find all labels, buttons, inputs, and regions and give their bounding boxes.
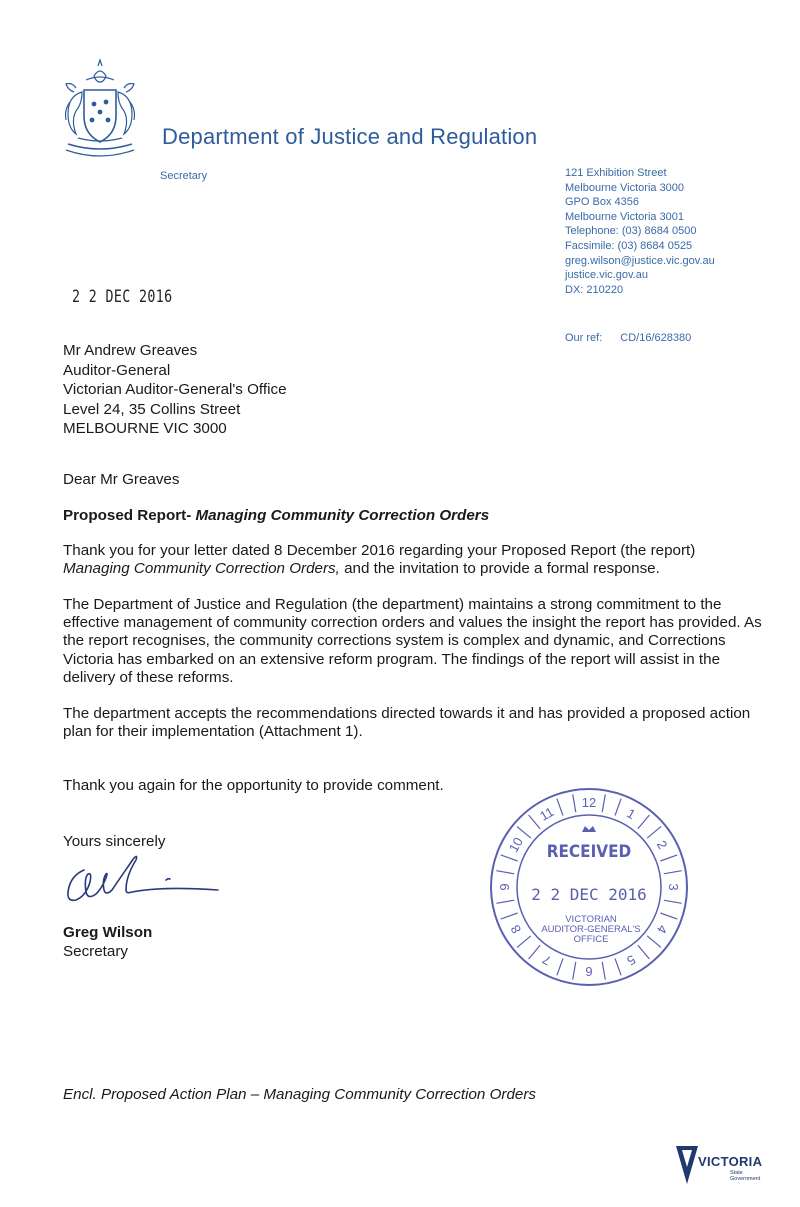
dial-number: 10: [505, 834, 526, 855]
subject-prefix: Proposed Report-: [63, 507, 196, 524]
dial-tick: [664, 871, 682, 874]
dial-tick: [529, 945, 541, 959]
telephone-line: Telephone: (03) 8684 0500: [565, 225, 697, 238]
address-line: Melbourne Victoria 3000: [565, 181, 685, 194]
letter-date-stamp: 2 2 DEC 2016: [72, 287, 173, 307]
dial-number: 4: [653, 922, 671, 937]
address-line: 121 Exhibition Street: [565, 167, 667, 179]
address-line: GPO Box 4356: [565, 196, 639, 209]
dial-tick: [615, 958, 621, 975]
crown-icon: [582, 826, 596, 832]
our-reference: [565, 332, 691, 344]
dial-tick: [660, 855, 677, 861]
dial-tick: [557, 958, 563, 975]
dial-number: 3: [666, 883, 681, 891]
paragraph-3: The department accepts the recommendations directed towards it and has provided a proposed action plan for their implementation (Attachment 1).: [63, 705, 751, 741]
dial-tick: [557, 799, 563, 816]
dial-tick: [517, 936, 531, 948]
dx-line: DX: 210220: [565, 283, 624, 296]
dial-tick: [638, 815, 650, 829]
dial-tick: [517, 827, 531, 839]
handwritten-signature: [62, 852, 222, 912]
recipient-line: Victorian Auditor-General's Office: [63, 381, 287, 398]
received-org-line: OFFICE: [573, 934, 609, 945]
dial-tick: [660, 913, 677, 919]
received-stamp: [484, 782, 694, 992]
facsimile-line: Facsimile: (03) 8684 0525: [565, 239, 693, 252]
received-label: RECEIVED: [546, 841, 632, 862]
paragraph-1: [63, 542, 763, 578]
website-link[interactable]: justice.vic.gov.au: [565, 269, 648, 282]
paragraph-2: The Department of Justice and Regulation (the department) maintains a strong commitment to the effective management of community correction orders and values the insight the report has provided. As the report recognises, the community corrections system is complex and dynamic, and Corrections Victoria has embarked on an extensive reform program. The findings of the report will assist in the delivery of these reforms.: [63, 596, 762, 686]
dial-tick: [573, 794, 576, 812]
dial-number: 8: [507, 922, 525, 937]
received-date: 2 2 DEC 2016: [531, 885, 647, 904]
dial-tick: [638, 945, 650, 959]
dial-tick: [501, 855, 518, 861]
recipient-line: Level 24, 35 Collins Street: [63, 400, 241, 418]
our-ref-label: Our ref:: [565, 332, 603, 344]
dial-number: 5: [624, 951, 639, 969]
received-org-line: VICTORIAN: [565, 914, 617, 925]
report-title: Managing Community Correction Orders,: [63, 560, 340, 578]
email-link[interactable]: greg.wilson@justice.vic.gov.au: [565, 254, 715, 267]
dial-number: 12: [581, 795, 597, 810]
dial-number: 2: [653, 837, 671, 852]
dial-tick: [573, 962, 576, 980]
department-title: Department of Justice and Regulation: [162, 124, 538, 149]
subject-line: [63, 507, 763, 525]
dial-tick: [615, 799, 621, 816]
paragraph-1-tail: and the invitation to provide a formal response.: [339, 560, 660, 578]
dial-number: 6: [585, 964, 593, 979]
dial-tick: [602, 962, 605, 980]
dial-tick: [496, 900, 514, 903]
our-ref-value: CD/16/628380: [620, 332, 692, 344]
dial-number: 7: [539, 951, 554, 969]
dial-number: 11: [537, 803, 557, 824]
enclosure-note: Encl. Proposed Action Plan – Managing Community Correction Orders: [63, 1086, 536, 1103]
paragraph-4: Thank you again for the opportunity to provide comment.: [63, 777, 444, 794]
dial-tick: [529, 815, 541, 829]
subject-title: Managing Community Correction Orders: [195, 507, 490, 524]
recipient-line: Auditor-General: [63, 361, 171, 379]
signatory-name: Greg Wilson: [63, 924, 153, 941]
closing: Yours sincerely: [63, 833, 166, 850]
dial-tick: [647, 827, 661, 839]
received-org-line: AUDITOR-GENERAL'S: [541, 924, 641, 935]
dial-number: 9: [497, 883, 512, 891]
dial-tick: [647, 936, 661, 948]
paragraph-1-text: Thank you for your letter dated 8 December 2016 regarding your Proposed Report (the report): [63, 542, 696, 559]
recipient-line: Mr Andrew Greaves: [63, 342, 198, 359]
victoria-logo-subtext: State Government: [730, 1170, 761, 1182]
address-line: Melbourne Victoria 3001: [565, 210, 685, 223]
dial-tick: [602, 794, 605, 812]
salutation: Dear Mr Greaves: [63, 471, 180, 488]
signatory-title: Secretary: [63, 943, 128, 960]
sender-address-block: [565, 166, 715, 297]
office-label: Secretary: [160, 170, 208, 182]
coat-of-arms-crest: [58, 58, 142, 158]
dial-tick: [501, 913, 518, 919]
dial-tick: [664, 900, 682, 903]
recipient-address: [63, 341, 287, 439]
dial-tick: [496, 871, 514, 874]
dial-number: 1: [624, 805, 639, 823]
victoria-logo-text: VICTORIA: [698, 1154, 763, 1169]
recipient-line: MELBOURNE VIC 3000: [63, 420, 227, 437]
